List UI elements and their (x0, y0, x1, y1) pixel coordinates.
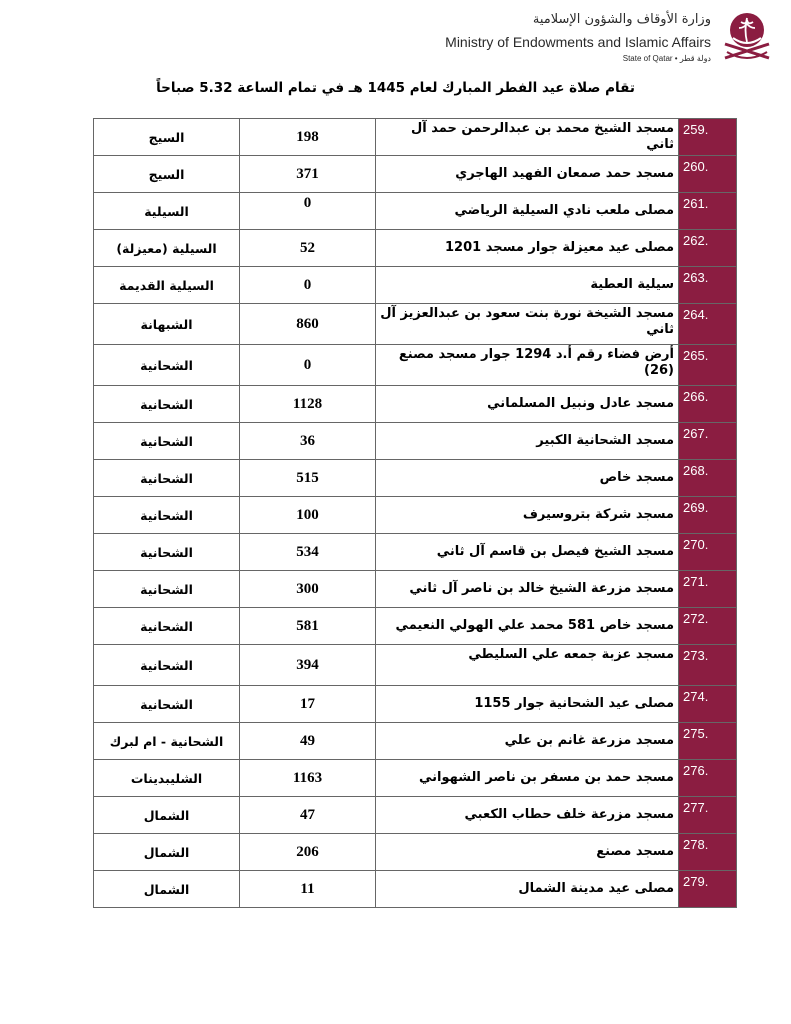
worshipper-count: 300 (240, 571, 376, 608)
row-number: 276. (679, 760, 737, 797)
area-name: الشمال (94, 834, 240, 871)
table-row (94, 871, 737, 908)
table-row (94, 193, 737, 230)
row-number: 271. (679, 571, 737, 608)
table-row (94, 304, 737, 345)
mosque-name: أرض فضاء رقم أ.د 1294 جوار مسجد مصنع (26) (376, 345, 679, 386)
area-name: الشحانية (94, 345, 240, 386)
mosque-name: مسجد الشحانية الكبير (376, 423, 679, 460)
area-name: الشحانية (94, 534, 240, 571)
area-name: الشحانية (94, 571, 240, 608)
row-number: 260. (679, 156, 737, 193)
area-name: الشحانية (94, 423, 240, 460)
row-number: 263. (679, 267, 737, 304)
worshipper-count: 1163 (240, 760, 376, 797)
area-name: السيج (94, 156, 240, 193)
worshipper-count: 100 (240, 497, 376, 534)
mosque-name: مسجد الشيخ فيصل بن قاسم آل ثاني (376, 534, 679, 571)
worshipper-count: 17 (240, 686, 376, 723)
worshipper-count: 581 (240, 608, 376, 645)
table-row (94, 797, 737, 834)
table-row (94, 386, 737, 423)
row-number: 277. (679, 797, 737, 834)
row-number: 272. (679, 608, 737, 645)
mosque-name: مسجد مزرعة غانم بن علي (376, 723, 679, 760)
row-number: 269. (679, 497, 737, 534)
worshipper-count: 515 (240, 460, 376, 497)
mosques-table (93, 118, 737, 908)
mosque-name: مسجد حمد صمعان الفهيد الهاجري (376, 156, 679, 193)
mosque-name: مصلى عيد مدينة الشمال (376, 871, 679, 908)
table-row (94, 534, 737, 571)
area-name: الشمال (94, 797, 240, 834)
mosque-name: مصلى ملعب نادي السيلية الرياضي (376, 193, 679, 230)
mosque-name: مسجد حمد بن مسفر بن ناصر الشهواني (376, 760, 679, 797)
row-number: 273. (679, 645, 737, 686)
row-number: 262. (679, 230, 737, 267)
area-name: الشحانية (94, 608, 240, 645)
mosque-name: مصلى عيد معيزلة جوار مسجد 1201 (376, 230, 679, 267)
worshipper-count: 52 (240, 230, 376, 267)
area-name: الشحانية (94, 497, 240, 534)
table-row (94, 760, 737, 797)
worshipper-count: 394 (240, 645, 376, 686)
qatar-emblem-icon (721, 8, 773, 66)
table-body (94, 119, 737, 908)
worshipper-count: 371 (240, 156, 376, 193)
worshipper-count: 0 (240, 345, 376, 386)
row-number: 266. (679, 386, 737, 423)
area-name: الشحانية (94, 686, 240, 723)
row-number: 268. (679, 460, 737, 497)
worshipper-count: 0 (240, 193, 376, 230)
mosque-name: مسجد مصنع (376, 834, 679, 871)
table-row (94, 645, 737, 686)
mosque-name: مسجد الشيخ محمد بن عبدالرحمن حمد آل ثاني (376, 119, 679, 156)
table-row (94, 834, 737, 871)
worshipper-count: 11 (240, 871, 376, 908)
row-number: 270. (679, 534, 737, 571)
table-row (94, 423, 737, 460)
worshipper-count: 860 (240, 304, 376, 345)
area-name: السيلية (معيزلة) (94, 230, 240, 267)
table-row (94, 267, 737, 304)
area-name: الشحانية (94, 386, 240, 423)
mosque-name: مسجد عزبة جمعه علي السليطي (376, 645, 679, 686)
row-number: 267. (679, 423, 737, 460)
table-row (94, 230, 737, 267)
area-name: الشحانية (94, 460, 240, 497)
mosque-name: مسجد خاص (376, 460, 679, 497)
worshipper-count: 0 (240, 267, 376, 304)
row-number: 279. (679, 871, 737, 908)
worshipper-count: 534 (240, 534, 376, 571)
area-name: الشبهانة (94, 304, 240, 345)
table-row (94, 608, 737, 645)
area-name: السيلية (94, 193, 240, 230)
worshipper-count: 1128 (240, 386, 376, 423)
worshipper-count: 47 (240, 797, 376, 834)
row-number: 278. (679, 834, 737, 871)
worshipper-count: 206 (240, 834, 376, 871)
worshipper-count: 198 (240, 119, 376, 156)
mosque-name: مسجد عادل ونبيل المسلماني (376, 386, 679, 423)
area-name: الشليبدينات (94, 760, 240, 797)
table-row (94, 686, 737, 723)
area-name: السيج (94, 119, 240, 156)
worshipper-count: 36 (240, 423, 376, 460)
ministry-name-english: Ministry of Endowments and Islamic Affairs (445, 34, 711, 50)
row-number: 264. (679, 304, 737, 345)
page-title: تقام صلاة عيد الفطر المبارك لعام 1445 هـ في تمام الساعة 5.32 صباحاً (156, 80, 635, 96)
table-row (94, 723, 737, 760)
mosque-name: مسجد مزرعة الشيخ خالد بن ناصر آل ثاني (376, 571, 679, 608)
area-name: السيلية القديمة (94, 267, 240, 304)
ministry-name-arabic: وزارة الأوقاف والشؤون الإسلامية (532, 12, 711, 27)
area-name: الشحانية (94, 645, 240, 686)
row-number: 261. (679, 193, 737, 230)
area-name: الشحانية - ام لبرك (94, 723, 240, 760)
row-number: 275. (679, 723, 737, 760)
mosque-name: مسجد مزرعة خلف حطاب الكعبي (376, 797, 679, 834)
mosque-name: مسجد الشيخة نورة بنت سعود بن عبدالعزيز آل ثاني (376, 304, 679, 345)
mosque-name: مسجد شركة بتروسيرف (376, 497, 679, 534)
row-number: 265. (679, 345, 737, 386)
table-row (94, 497, 737, 534)
area-name: الشمال (94, 871, 240, 908)
table-row (94, 156, 737, 193)
mosque-name: مصلى عيد الشحانية جوار 1155 (376, 686, 679, 723)
mosque-name: سيلية العطية (376, 267, 679, 304)
state-of-qatar-label: State of Qatar • دولة قطر (622, 54, 711, 63)
ministry-header (373, 8, 773, 68)
table-row (94, 460, 737, 497)
row-number: 259. (679, 119, 737, 156)
mosque-name: مسجد خاص 581 محمد علي الهولي النعيمي (376, 608, 679, 645)
worshipper-count: 49 (240, 723, 376, 760)
table-row (94, 119, 737, 156)
table-row (94, 571, 737, 608)
table-row (94, 345, 737, 386)
row-number: 274. (679, 686, 737, 723)
